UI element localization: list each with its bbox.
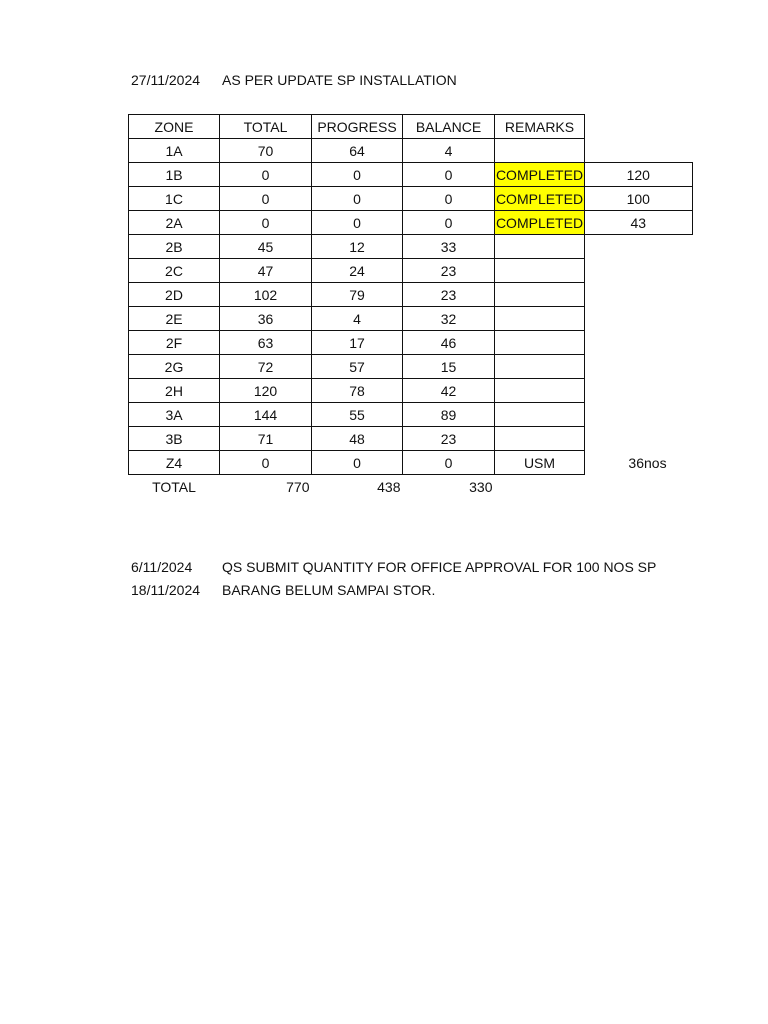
table-header-row [129,115,693,139]
remarks-cell: COMPLETED [495,163,585,187]
progress-cell: 0 [312,211,403,235]
table-row [129,163,693,187]
zone-cell: 2B [129,235,220,259]
table-row [129,427,693,451]
total-cell: 45 [220,235,312,259]
table-row [129,235,693,259]
extra-quantity-cell [585,331,693,355]
progress-cell: 78 [312,379,403,403]
zone-cell: 2G [129,355,220,379]
total-cell: 0 [220,211,312,235]
report-title: AS PER UPDATE SP INSTALLATION [222,72,457,88]
remarks-cell [495,235,585,259]
totals-spacer [495,475,585,499]
column-header-total: TOTAL [220,115,312,139]
total-cell: 120 [220,379,312,403]
table-row [129,259,693,283]
total-cell: 102 [220,283,312,307]
balance-cell: 23 [403,283,495,307]
remarks-cell [495,139,585,163]
remarks-cell [495,307,585,331]
total-cell: 63 [220,331,312,355]
balance-cell: 32 [403,307,495,331]
progress-cell: 17 [312,331,403,355]
extra-quantity-cell [585,427,693,451]
remarks-cell: COMPLETED [495,211,585,235]
table-row [129,139,693,163]
zone-cell: 1C [129,187,220,211]
remarks-cell [495,427,585,451]
extra-quantity-cell [585,283,693,307]
remarks-cell: COMPLETED [495,187,585,211]
extra-quantity-cell: 120 [585,163,693,187]
balance-cell: 33 [403,235,495,259]
remarks-cell: USM [495,451,585,475]
progress-cell: 0 [312,187,403,211]
total-cell: 0 [220,163,312,187]
zone-cell: 2C [129,259,220,283]
note-date: 6/11/2024 [131,559,193,575]
balance-cell: 23 [403,427,495,451]
table-row [129,355,693,379]
extra-quantity-cell [585,235,693,259]
balance-cell: 46 [403,331,495,355]
progress-cell: 0 [312,451,403,475]
extra-quantity-cell [585,379,693,403]
installation-table [128,114,693,498]
column-header-progress: PROGRESS [312,115,403,139]
progress-cell: 57 [312,355,403,379]
total-cell: 0 [220,451,312,475]
total-cell: 70 [220,139,312,163]
progress-cell: 79 [312,283,403,307]
balance-cell: 23 [403,259,495,283]
note-text: BARANG BELUM SAMPAI STOR. [222,582,436,598]
remarks-cell [495,259,585,283]
zone-cell: 2F [129,331,220,355]
extra-quantity-cell: 100 [585,187,693,211]
zone-cell: 3B [129,427,220,451]
remarks-cell [495,331,585,355]
table-row [129,211,693,235]
total-cell: 144 [220,403,312,427]
progress-cell: 55 [312,403,403,427]
totals-balance: 330 [469,478,493,495]
table-row [129,187,693,211]
progress-cell: 4 [312,307,403,331]
totals-progress: 438 [377,478,401,495]
totals-label: TOTAL [152,478,196,495]
column-header-zone: ZONE [129,115,220,139]
total-cell: 71 [220,427,312,451]
extra-quantity-cell: 36nos [628,454,667,471]
column-header-remarks: REMARKS [495,115,585,139]
progress-cell: 24 [312,259,403,283]
column-header-balance: BALANCE [403,115,495,139]
table-row [129,379,693,403]
remarks-cell [495,379,585,403]
table-row [129,331,693,355]
balance-cell: 0 [403,211,495,235]
totals-row [129,475,693,499]
table-row [129,283,693,307]
zone-cell: 1B [129,163,220,187]
table-row [129,403,693,427]
extra-quantity-cell [585,355,693,379]
total-cell: 36 [220,307,312,331]
total-cell: 47 [220,259,312,283]
balance-cell: 0 [403,451,495,475]
report-date: 27/11/2024 [131,72,201,88]
progress-cell: 12 [312,235,403,259]
totals-total: 770 [286,478,310,495]
remarks-cell [495,355,585,379]
table-header-spacer [585,115,693,139]
zone-cell: 2A [129,211,220,235]
zone-cell: 3A [129,403,220,427]
zone-cell: 2E [129,307,220,331]
remarks-cell [495,283,585,307]
note-text: QS SUBMIT QUANTITY FOR OFFICE APPROVAL FOR 100 NOS SP [222,559,657,575]
progress-cell: 0 [312,163,403,187]
balance-cell: 42 [403,379,495,403]
table-row [129,451,693,475]
zone-cell: Z4 [129,451,220,475]
note-date: 18/11/2024 [131,582,201,598]
progress-cell: 64 [312,139,403,163]
zone-cell: 1A [129,139,220,163]
zone-cell: 2D [129,283,220,307]
balance-cell: 0 [403,163,495,187]
balance-cell: 89 [403,403,495,427]
totals-spacer [585,475,693,499]
extra-quantity-cell [585,403,693,427]
remarks-cell [495,403,585,427]
extra-quantity-cell [585,307,693,331]
progress-cell: 48 [312,427,403,451]
extra-quantity-cell: 43 [585,211,693,235]
extra-quantity-cell [585,259,693,283]
extra-quantity-cell [585,139,693,163]
total-cell: 0 [220,187,312,211]
balance-cell: 15 [403,355,495,379]
zone-cell: 2H [129,379,220,403]
total-cell: 72 [220,355,312,379]
balance-cell: 0 [403,187,495,211]
table-row [129,307,693,331]
balance-cell: 4 [403,139,495,163]
